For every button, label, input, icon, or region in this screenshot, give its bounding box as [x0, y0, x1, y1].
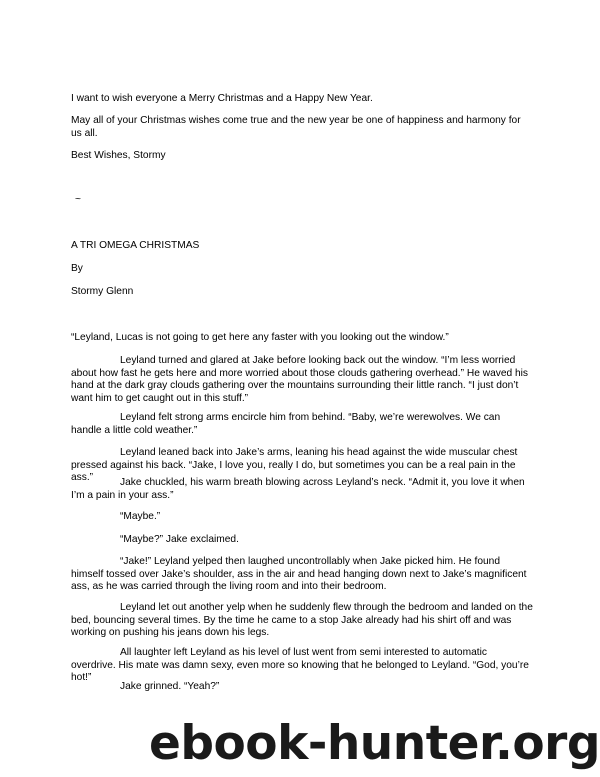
chapter-title: A TRI OMEGA CHRISTMAS	[71, 240, 200, 251]
story-paragraph: Jake grinned. “Yeah?”	[120, 681, 220, 692]
preface-line-2: May all of your Christmas wishes come true and the new year be one of happiness and harmony for us all.	[71, 115, 521, 139]
story-paragraph: “Jake!” Leyland yelped then laughed uncontrollably when Jake picked him. He found himself tossed over Jake’s shoulder, ass in the air and head hanging down next to Jake’s magnificent ass, as he was carried through the living room and into their bedroom.	[71, 556, 527, 592]
story-paragraph: Leyland felt strong arms encircle him from behind. “Baby, we’re werewolves. We can handle a little cold weather.”	[71, 412, 501, 436]
story-paragraph: All laughter left Leyland as his level of lust went from semi interested to automatic overdrive. His mate was damn sexy, even more so knowing that he belonged to Leyland. “God, you’re hot!”	[71, 647, 529, 683]
story-paragraph: Jake chuckled, his warm breath blowing across Leyland’s neck. “Admit it, you love it when I’m a pain in your ass.”	[71, 477, 525, 501]
preface-signoff: Best Wishes, Stormy	[71, 150, 166, 161]
preface-line-1: I want to wish everyone a Merry Christmas and a Happy New Year.	[71, 93, 373, 104]
byline: By	[71, 263, 83, 274]
section-separator: ~	[75, 194, 81, 205]
story-paragraph: “Leyland, Lucas is not going to get here any faster with you looking out the window.”	[71, 332, 449, 343]
watermark-logo: ebook-hunter.org	[148, 716, 600, 772]
story-paragraph: Leyland turned and glared at Jake before looking back out the window. “I’m less worried about how fast he gets here and more worried about those clouds gathering overhead.” He waved his hand at the dark gray clouds gathering over the mountains surrounding their little ranch. “I just don’t want him to get caught out in this stuff.”	[71, 355, 529, 404]
author-name: Stormy Glenn	[71, 286, 134, 297]
story-paragraph: Leyland leaned back into Jake’s arms, leaning his head against the wide muscular chest pressed against his back. “Jake, I love you, really I do, but sometimes you can be a real pain in the ass.”	[71, 447, 518, 483]
story-paragraph: Leyland let out another yelp when he suddenly flew through the bedroom and landed on the bed, bouncing several times. By the time he came to a stop Jake already had his shirt off and was working on pushing his jeans down his legs.	[71, 602, 533, 638]
story-paragraph: “Maybe?” Jake exclaimed.	[120, 534, 239, 545]
story-paragraph: “Maybe.”	[120, 511, 161, 522]
